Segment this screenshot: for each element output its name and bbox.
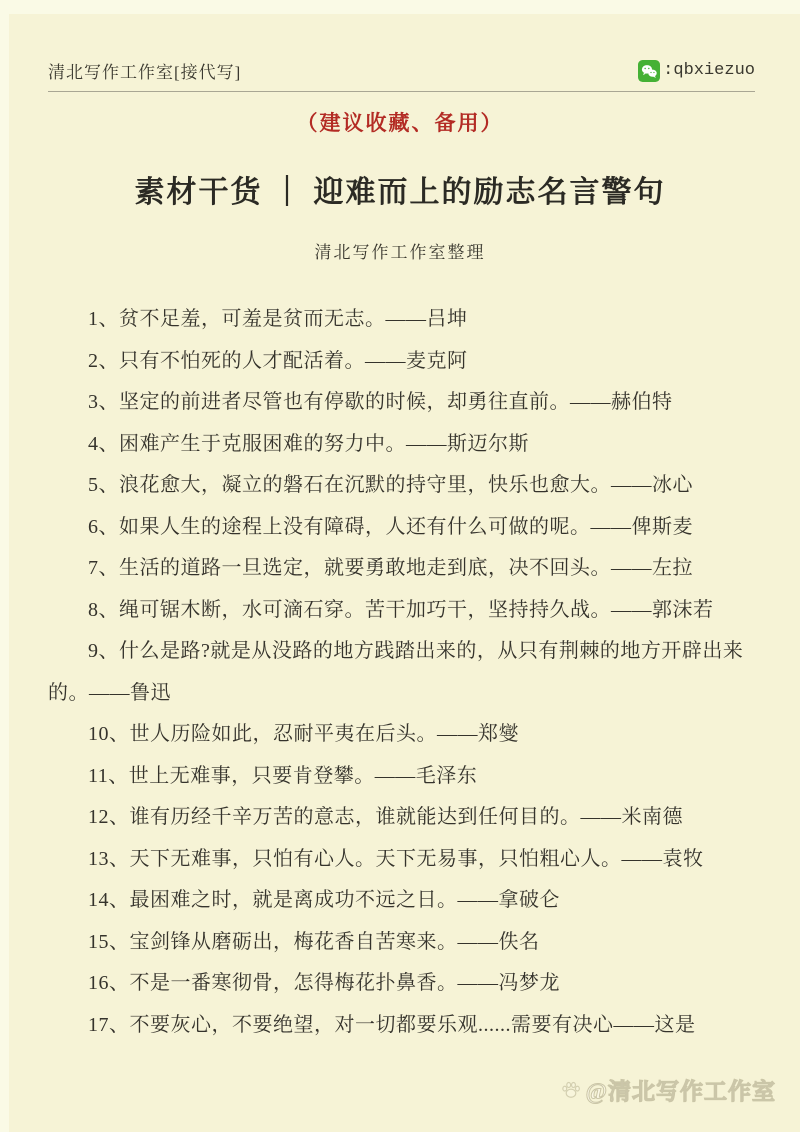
- quote-item: 11、世上无难事，只要肯登攀。——毛泽东: [88, 764, 478, 787]
- notice-banner: （建议收藏、备用）: [296, 111, 504, 135]
- quote-item: 2、只有不怕死的人才配活着。——麦克阿: [88, 349, 468, 372]
- quote-item: 3、坚定的前进者尽管也有停歇的时候，却勇往直前。——赫伯特: [88, 391, 673, 413]
- quote-item: 12、谁有历经千辛万苦的意志，谁就能达到任何目的。——米南德: [88, 806, 683, 828]
- quote-item: 16、不是一番寒彻骨，怎得梅花扑鼻香。——冯梦龙: [88, 972, 560, 994]
- wechat-contact: [638, 60, 755, 82]
- quote-item: 8、绳可锯木断，水可滴石穿。苦干加巧干，坚持持久战。——郭沫若: [88, 598, 714, 621]
- wechat-id: :qbxiezuo: [663, 61, 755, 80]
- quote-item: 9、什么是路?就是从没路的地方践踏出来的，从只有荆棘的地方开辟出来的。——鲁迅: [48, 640, 744, 704]
- page-header: [48, 58, 755, 92]
- page-title: 素材干货 ｜ 迎难而上的励志名言警句: [134, 176, 666, 209]
- watermark-text: @清北写作工作室: [585, 1079, 776, 1104]
- watermark: [560, 1073, 776, 1106]
- paw-icon: [560, 1079, 582, 1101]
- page-edge-top: [0, 0, 800, 14]
- quote-item: 5、浪花愈大，凝立的磐石在沉默的持守里，快乐也愈大。——冰心: [88, 474, 693, 496]
- quote-item: 6、如果人生的途程上没有障碍，人还有什么可做的呢。——俾斯麦: [88, 515, 693, 538]
- quote-item: 13、天下无难事，只怕有心人。天下无易事，只怕粗心人。——袁牧: [88, 847, 704, 870]
- quote-item: 15、宝剑锋从磨砺出，梅花香自苦寒来。——佚名: [88, 930, 540, 953]
- studio-name: 清北写作工作室[接代写]: [48, 63, 242, 82]
- quote-item: 17、不要灰心，不要绝望，对一切都要乐观......需要有决心——这是: [88, 1013, 696, 1036]
- quote-item: 4、困难产生于克服困难的努力中。——斯迈尔斯: [88, 432, 529, 455]
- quote-item: 14、最困难之时，就是离成功不远之日。——拿破仑: [88, 889, 560, 911]
- quote-item: 7、生活的道路一旦选定，就要勇敢地走到底，决不回头。——左拉: [88, 557, 693, 579]
- page-edge-left: [0, 0, 9, 1132]
- wechat-icon: [638, 60, 660, 82]
- quote-list: [48, 299, 758, 1046]
- page-subtitle: 清北写作工作室整理: [314, 243, 486, 262]
- quote-item: 1、贫不足羞，可羞是贫而无志。——吕坤: [88, 308, 468, 330]
- quote-item: 10、世人历险如此，忍耐平夷在后头。——郑燮: [88, 723, 519, 745]
